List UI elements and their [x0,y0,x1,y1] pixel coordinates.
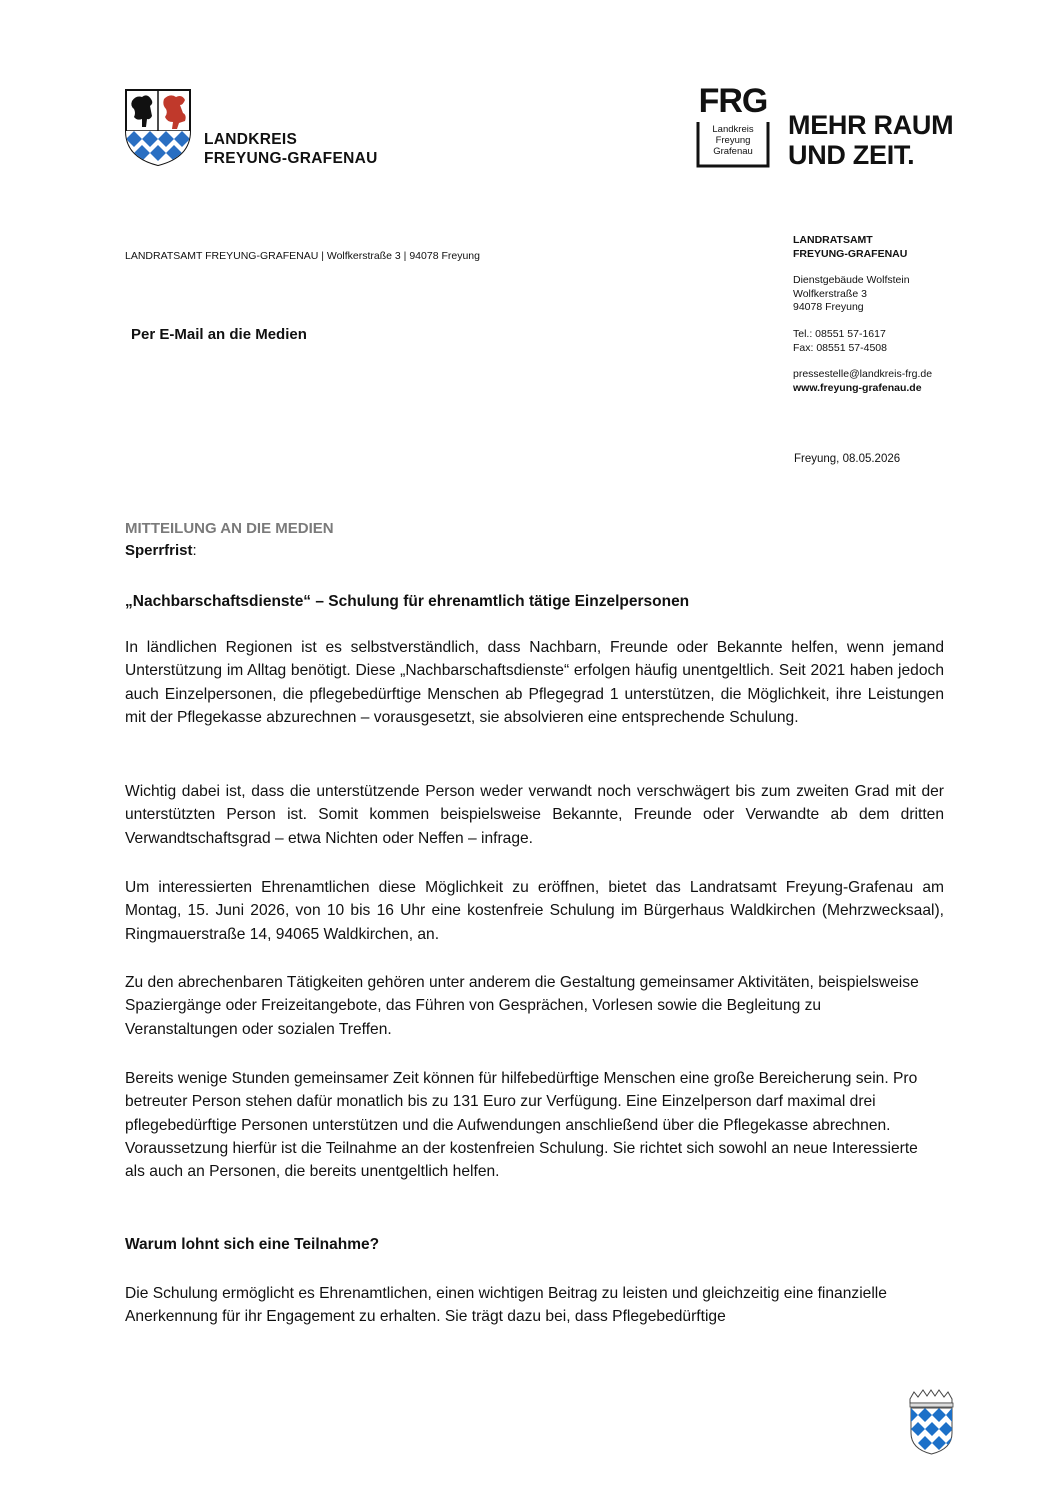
website-link[interactable]: www.freyung-grafenau.de [793,381,922,394]
body-paragraph-6: Die Schulung ermöglicht es Ehrenamtlichen, einen wichtigen Beitrag zu leisten und gleichzeitig eine finanzielle Anerkennung für ihr Engagement zu erhalten. Sie trägt dazu bei, dass Pflegebedürftige [125,1285,887,1326]
org-name-line2: FREYUNG-GRAFENAU [793,247,908,260]
body-paragraph-2: Wichtig dabei ist, dass die unterstützende Person weder verwandt noch verschwägert bis zum zweiten Grad mit der unterstützten Person ist. Somit kommen beispielsweise Bekannte, Freunde oder Verwandte ab dem dritten Verwandtschaftsgrad – etwa Nichten oder Neffen – infrage. [125,783,944,847]
building-name: Dienstgebäude Wolfstein [793,274,910,287]
embargo-colon: : [192,542,197,559]
recipient-line: Per E-Mail an die Medien [131,326,307,343]
frg-logo-line3: Grafenau [713,146,753,157]
address-block [793,234,932,395]
bavaria-crest-icon [906,1389,957,1455]
section-heading: Warum lohnt sich eine Teilnahme? [125,1236,380,1253]
slogan-line2: UND ZEIT. [788,140,915,170]
body-paragraph-1: In ländlichen Regionen ist es selbstverständlich, dass Nachbarn, Freunde oder Bekannte helfen, wenn jemand Unterstützung im Alltag benötigt. Diese „Nachbarschaftsdienste“ erfolgen häufig unentgeltlich. Seit 2021 haben jedoch auch Einzelpersonen, die pflegebedürftige Menschen ab Pflegegrad 1 unterstützen, die Möglichkeit, ihre Leistungen mit der Pflegekasse abzurechnen – vorausgesetzt, sie absolvieren eine entsprechende Schulung. [125,639,944,726]
frg-logo-subtitle [704,124,762,157]
embargo-label: Sperrfrist [125,542,193,559]
body-paragraph-3: Um interessierten Ehrenamtlichen diese Möglichkeit zu eröffnen, bietet das Landratsamt Freyung-Grafenau am Montag, 15. Juni 2026, von 10 bis 16 Uhr eine kostenfreie Schulung im Bürgerhaus Waldkirchen (Mehrzwecksaal), Ringmauerstraße 14, 94065 Waldkirchen, an. [125,879,944,943]
slogan [788,110,953,170]
frg-logo-line2: Freyung [715,135,751,146]
district-name-line2: FREYUNG-GRAFENAU [204,150,378,167]
email-link[interactable]: pressestelle@landkreis-frg.de [793,368,933,381]
body-paragraph-5: Bereits wenige Stunden gemeinsamer Zeit können für hilfebedürftige Menschen eine große Bereicherung sein. Pro betreuter Person stehen dafür monatlich bis zu 131 Euro zur Verfügung. Eine Einzelperson darf maximal drei pflegebedürftige Personen unterstützen und die Aufwendungen anschließend über die Pflegekasse abrechnen. Voraussetzung hierfür ist die Teilnahme an der kostenfreien Schulung. Sie richtet sich sowohl an neue Interessierte als auch an Personen, die bereits unentgeltlich helfen. [125,1070,918,1181]
letter-date: Freyung, 08.05.2026 [794,453,901,465]
frg-logo: FRG [698,82,768,120]
press-release-headline: „Nachbarschaftsdienste“ – Schulung für ehrenamtlich tätige Einzelpersonen [125,593,690,610]
sender-return-address: LANDRATSAMT FREYUNG-GRAFENAU | Wolfkerstraße 3 | 94078 Freyung [125,250,480,262]
phone-number: Tel.: 08551 57-1617 [793,327,886,340]
district-name [204,130,378,168]
district-coat-of-arms-icon [123,87,193,167]
org-name-line1: LANDRATSAMT [793,234,873,246]
body-paragraph-4: Zu den abrechenbaren Tätigkeiten gehören unter anderem die Gestaltung gemeinsamer Aktivitäten, beispielsweise Spaziergänge oder Freizeitangebote, das Führen von Gesprächen, Vorlesen sowie die Begleitung zu Veranstaltungen oder sozialen Treffen. [125,974,919,1038]
city-address: 94078 Freyung [793,301,864,314]
street-address: Wolfkerstraße 3 [793,287,867,300]
embargo-line [125,542,197,559]
notice-label: MITTEILUNG AN DIE MEDIEN [125,520,334,537]
frg-logo-line1: Landkreis [712,124,754,135]
slogan-line1: MEHR RAUM [788,110,954,140]
fax-number: Fax: 08551 57-4508 [793,341,887,354]
district-name-line1: LANDKREIS [204,131,298,148]
